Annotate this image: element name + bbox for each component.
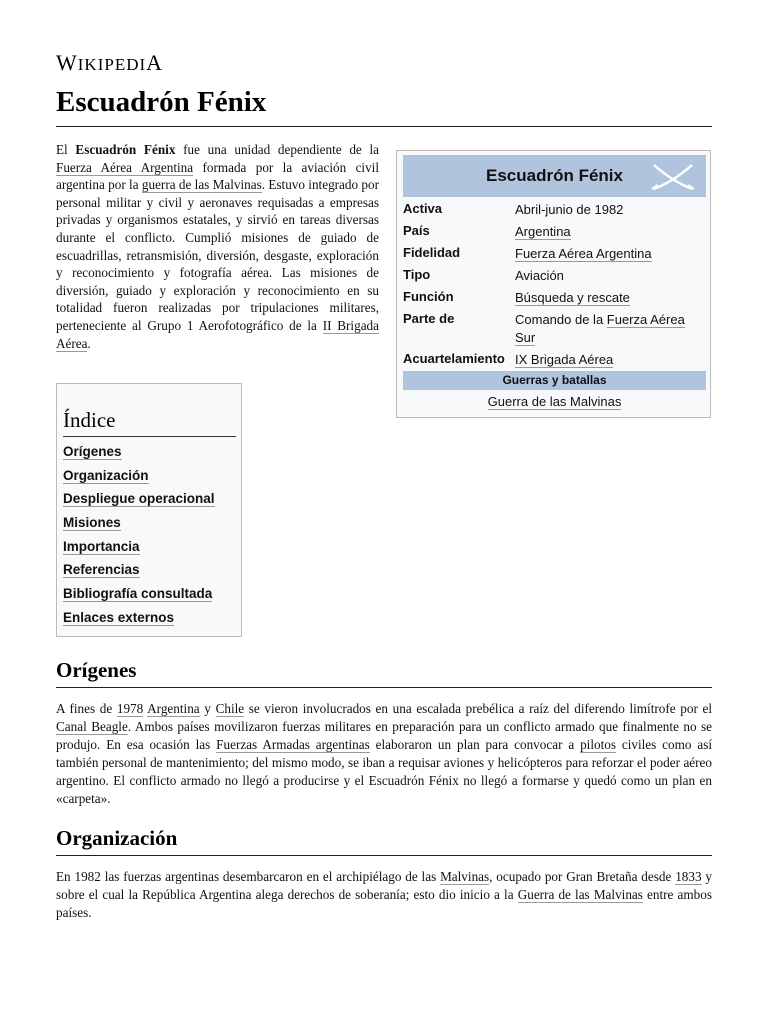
link-fuerza-aerea-argentina[interactable]: Fuerza Aérea Argentina: [515, 246, 652, 261]
toc-item[interactable]: [63, 444, 215, 468]
section-heading-origenes: Orígenes: [56, 658, 712, 688]
link-ix-brigada[interactable]: IX Brigada Aérea: [515, 352, 614, 367]
crossed-swords-icon: [650, 159, 696, 195]
link-argentina[interactable]: Argentina: [515, 224, 571, 239]
lead-text: .: [87, 335, 91, 351]
section-heading-organizacion: Organización: [56, 826, 712, 856]
toc-item[interactable]: [63, 468, 215, 492]
toc-link[interactable]: Despliegue operacional: [63, 491, 215, 507]
link-fuerza-aerea-sur[interactable]: Fuerza Aérea Sur: [515, 312, 685, 345]
link-argentina[interactable]: Argentina: [147, 701, 200, 716]
toc-link[interactable]: Referencias: [63, 562, 140, 578]
link-busqueda-rescate[interactable]: Búsqueda y rescate: [515, 290, 630, 305]
infobox-value: [515, 351, 705, 369]
link-ii-brigada[interactable]: II Brigada Aérea: [56, 317, 379, 351]
para-text: , ocupado por Gran Bretaña desde: [489, 869, 676, 884]
table-of-contents: [56, 383, 242, 637]
link-guerra-malvinas[interactable]: Guerra de las Malvinas: [517, 887, 643, 902]
toc-link[interactable]: Enlaces externos: [63, 609, 175, 625]
logo-rest: IKIPEDI: [77, 55, 147, 74]
para-text: y sobre el cual la República Argentina alega derechos de soberanía; esto dio inicio a la: [56, 869, 713, 902]
link-fuerza-aerea[interactable]: Fuerza Aérea Argentina: [56, 159, 194, 175]
link-canal-beagle[interactable]: Canal Beagle: [56, 719, 128, 734]
toc-item[interactable]: [63, 586, 215, 610]
infobox-label: Tipo: [403, 267, 431, 282]
wikipedia-logo[interactable]: [56, 50, 163, 76]
logo-end: A: [146, 50, 164, 75]
infobox-label: Función: [403, 289, 454, 304]
para-text: civiles como así también personal de mantenimiento; del mismo modo, se iban a requisar aviones y helicópteros para reforzar el poder aéreo argentino. El conflicto armado no llegó a producirse y el Escuadrón Fénix no llegó a formarse y quedó como un plan en «carpeta».: [56, 737, 712, 806]
link-fuerzas-armadas[interactable]: Fuerzas Armadas argentinas: [216, 737, 370, 752]
infobox-value: [515, 223, 705, 241]
title-divider: [56, 126, 712, 127]
infobox-value: [515, 311, 705, 347]
lead-bold-title: Escuadrón Fénix: [75, 142, 176, 157]
infobox-value: [515, 289, 705, 307]
infobox-section-header: Guerras y batallas: [403, 371, 706, 390]
link-guerra-malvinas-infobox[interactable]: Guerra de las Malvinas: [487, 394, 622, 409]
para-text: . Ambos países movilizaron fuerzas militares en preparación para un conflicto armado que finalmente no se produjo. En esa ocasión las: [56, 719, 712, 752]
para-text: A fines de: [56, 701, 117, 716]
lead-text: El: [56, 142, 76, 157]
link-chile[interactable]: Chile: [215, 701, 245, 716]
page-title: Escuadrón Fénix: [56, 86, 267, 118]
para-text: entre ambos países.: [56, 887, 712, 920]
logo-initial: W: [56, 50, 78, 75]
toc-link[interactable]: Bibliografía consultada: [63, 586, 213, 602]
infobox-label: Activa: [403, 201, 443, 216]
link-pilotos[interactable]: pilotos: [580, 737, 616, 752]
lead-text: formada por la aviación civil argentina por la: [56, 159, 380, 193]
infobox-title: Escuadrón Fénix: [486, 166, 623, 185]
toc-item[interactable]: [63, 539, 215, 563]
toc-link[interactable]: Orígenes: [63, 444, 122, 459]
toc-list: [63, 444, 215, 634]
toc-item[interactable]: [63, 562, 215, 586]
infobox-label: Acuartelamiento: [403, 351, 505, 366]
link-1978[interactable]: 1978: [116, 701, 144, 716]
para-text: se vieron involucrados en una escalada prebélica a raíz del diferendo limítrofe por el: [244, 701, 713, 716]
paragraph-origenes: [56, 700, 712, 808]
toc-item[interactable]: [63, 515, 215, 539]
infobox-footer: [403, 394, 706, 409]
para-text: elaboraron un plan para convocar a: [369, 737, 581, 752]
toc-item[interactable]: [63, 491, 215, 515]
link-guerra-malvinas[interactable]: guerra de las Malvinas: [141, 177, 262, 193]
infobox-label: Parte de: [403, 311, 455, 326]
infobox-label: Fidelidad: [403, 245, 461, 260]
infobox-header: [403, 155, 706, 197]
lead-text: . Estuvo integrado por personal militar y civil y aeronaves requisadas a empresas privadas y organismos estatales, y sirvió en tareas diversas durante el conflicto. Cumplió misiones de guiado de escuadrillas, retransmisión, diversión, desgaste, exploración y reconocimiento y fotografía aérea. Las misiones de diversión, guiado y exploración y reconocimiento en su totalidad fueron realizadas por tripulaciones militares, perteneciente al Grupo 1 Aerofotográfico de la: [56, 177, 379, 333]
toc-link[interactable]: Misiones: [63, 515, 121, 531]
toc-title: Índice: [63, 408, 236, 437]
lead-text: fue una unidad dependiente de la: [175, 142, 379, 157]
toc-item[interactable]: [63, 610, 215, 634]
infobox: [396, 150, 711, 418]
link-malvinas[interactable]: Malvinas: [440, 869, 490, 884]
infobox-value-text: Comando de la: [515, 312, 607, 327]
toc-link[interactable]: Importancia: [63, 538, 140, 554]
para-text: y: [199, 701, 216, 716]
infobox-label: País: [403, 223, 430, 238]
toc-link[interactable]: Organización: [63, 467, 149, 483]
lead-paragraph: [56, 141, 379, 352]
infobox-value: [515, 245, 705, 263]
infobox-value: Aviación: [515, 268, 564, 283]
link-1833[interactable]: 1833: [675, 869, 702, 884]
para-text: En 1982 las fuerzas argentinas desembarcaron en el archipiélago de las: [56, 869, 441, 884]
infobox-value: Abril-junio de 1982: [515, 202, 624, 217]
paragraph-organizacion: [56, 868, 712, 922]
